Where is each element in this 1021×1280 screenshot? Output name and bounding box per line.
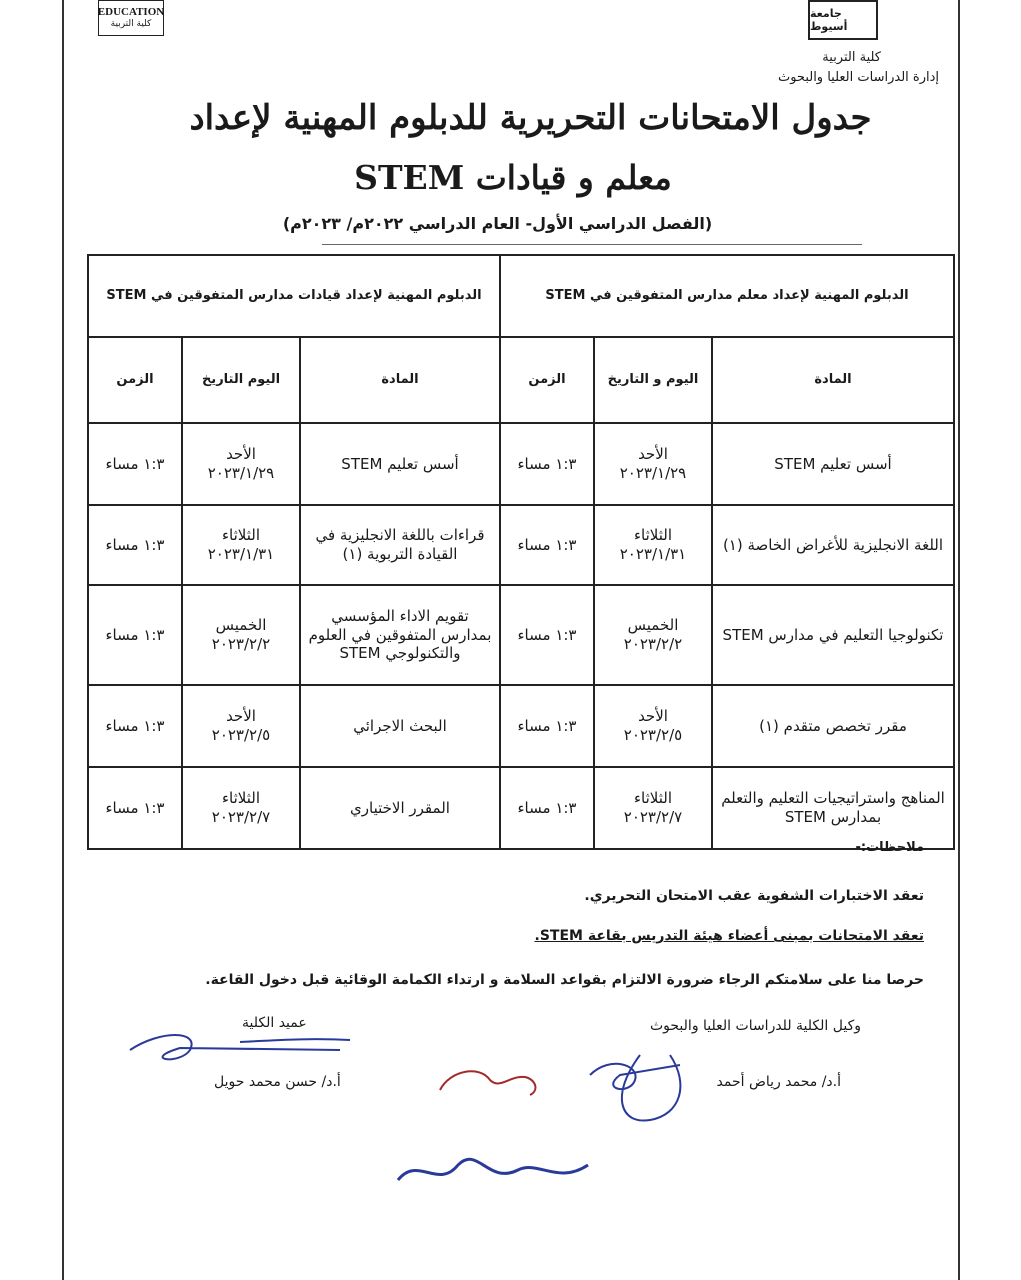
column-header-time: الزمن: [500, 337, 594, 423]
date-cell: [594, 505, 712, 585]
day-text: الأحد: [226, 707, 256, 726]
date-text: ٢٠٢٣/٢/٢: [623, 635, 683, 653]
group-header-teachers: الدبلوم المهنية لإعداد معلم مدارس المتفوقين في STEM: [500, 255, 954, 337]
note-item: تعقد الاختبارات الشفوية عقب الامتحان التحريري.: [584, 888, 924, 904]
day-text: الخميس: [627, 616, 679, 635]
subject-cell: أسس تعليم STEM: [300, 423, 500, 505]
department-name: إدارة الدراسات العليا والبحوث: [777, 70, 939, 85]
column-header-subject: المادة: [712, 337, 954, 423]
table-group-header-row: [88, 255, 954, 337]
date-cell: [594, 423, 712, 505]
date-text: ٢٠٢٣/٢/٧: [623, 808, 683, 826]
date-cell: [182, 585, 300, 685]
column-header-subject: المادة: [300, 337, 500, 423]
date-text: ٢٠٢٣/١/٢٩: [207, 464, 275, 482]
notes-label: ملاحظات:-: [855, 840, 924, 855]
vice-dean-name: أ.د/ محمد رياض أحمد: [716, 1074, 841, 1090]
subject-cell: تكنولوجيا التعليم في مدارس STEM: [712, 585, 954, 685]
column-header-date: اليوم و التاريخ: [594, 337, 712, 423]
subject-cell: أسس تعليم STEM: [712, 423, 954, 505]
vice-dean-signature: [580, 1035, 720, 1130]
day-text: الثلاثاء: [633, 526, 672, 545]
column-header-date: اليوم التاريخ: [182, 337, 300, 423]
time-cell: ١:٣ مساء: [88, 585, 182, 685]
time-cell: ١:٣ مساء: [500, 767, 594, 849]
time-cell: ١:٣ مساء: [500, 423, 594, 505]
day-text: الأحد: [638, 445, 668, 464]
time-cell: ١:٣ مساء: [88, 505, 182, 585]
semester-label: (الفصل الدراسي الأول- العام الدراسي ٢٠٢٢م/ ٢٠٢٣م): [282, 214, 713, 233]
date-text: ٢٠٢٣/٢/٥: [623, 726, 683, 744]
time-cell: ١:٣ مساء: [500, 685, 594, 767]
time-cell: ١:٣ مساء: [500, 505, 594, 585]
subject-cell: المناهج واستراتيجيات التعليم والتعلم بمدارس STEM: [712, 767, 954, 849]
day-text: الثلاثاء: [221, 789, 260, 808]
table-row: [88, 685, 954, 767]
date-cell: [182, 423, 300, 505]
logo-arabic-text: كلية التربية: [110, 19, 152, 30]
table-column-header-row: [88, 337, 954, 423]
date-text: ٢٠٢٣/٢/٥: [211, 726, 271, 744]
faculty-name: كلية التربية: [822, 50, 881, 65]
date-text: ٢٠٢٣/٢/٢: [211, 635, 271, 653]
faculty-logo: [98, 0, 164, 36]
subject-cell: اللغة الانجليزية للأغراض الخاصة (١): [712, 505, 954, 585]
time-cell: ١:٣ مساء: [500, 585, 594, 685]
day-text: الأحد: [638, 707, 668, 726]
time-cell: ١:٣ مساء: [88, 767, 182, 849]
document-subtitle: معلم و قيادات STEM: [354, 158, 672, 197]
dean-name: أ.د/ حسن محمد حويل: [214, 1074, 341, 1090]
exam-schedule-table: [87, 254, 955, 850]
date-text: ٢٠٢٣/١/٢٩: [619, 464, 687, 482]
group-header-leaders: الدبلوم المهنية لإعداد قيادات مدارس المتفوقين في STEM: [88, 255, 500, 337]
date-text: ٢٠٢٣/١/٣١: [207, 545, 275, 563]
subject-cell: البحث الاجرائي: [300, 685, 500, 767]
date-cell: [182, 767, 300, 849]
handwritten-signature: [388, 1135, 608, 1205]
title-rule: [322, 244, 862, 245]
dean-title: عميد الكلية: [242, 1015, 307, 1031]
dean-signature: [120, 1020, 350, 1080]
subject-cell: مقرر تخصص متقدم (١): [712, 685, 954, 767]
date-cell: [182, 685, 300, 767]
note-item: تعقد الامتحانات بمبنى أعضاء هيئة التدريس بقاعة STEM.: [534, 928, 924, 944]
university-logo-text: جامعة أسيوط: [810, 7, 848, 33]
time-cell: ١:٣ مساء: [88, 423, 182, 505]
day-text: الثلاثاء: [221, 526, 260, 545]
university-logo: [808, 0, 878, 40]
table-row: [88, 423, 954, 505]
date-cell: [182, 505, 300, 585]
table-row: [88, 505, 954, 585]
vice-dean-title: وكيل الكلية للدراسات العليا والبحوث: [649, 1018, 861, 1034]
table-row: [88, 767, 954, 849]
column-header-time: الزمن: [88, 337, 182, 423]
subject-cell: المقرر الاختياري: [300, 767, 500, 849]
day-text: الخميس: [215, 616, 267, 635]
date-cell: [594, 685, 712, 767]
initials-signature: [430, 1055, 550, 1105]
date-cell: [594, 767, 712, 849]
document-title: جدول الامتحانات التحريرية للدبلوم المهنية لإعداد: [189, 98, 872, 138]
table-row: [88, 585, 954, 685]
date-text: ٢٠٢٣/٢/٧: [211, 808, 271, 826]
day-text: الثلاثاء: [633, 789, 672, 808]
date-text: ٢٠٢٣/١/٣١: [619, 545, 687, 563]
note-item: حرصا منا على سلامتكم الرجاء ضرورة الالتزام بقواعد السلامة و ارتداء الكمامة الوقائية قبل دخول القاعة.: [205, 972, 924, 988]
subject-cell: تقويم الاداء المؤسسي بمدارس المتفوقين في العلوم والتكنولوجي STEM: [300, 585, 500, 685]
day-text: الأحد: [226, 445, 256, 464]
logo-english-text: EDUCATION: [97, 6, 165, 18]
time-cell: ١:٣ مساء: [88, 685, 182, 767]
date-cell: [594, 585, 712, 685]
subject-cell: قراءات باللغة الانجليزية في القيادة التربوية (١): [300, 505, 500, 585]
